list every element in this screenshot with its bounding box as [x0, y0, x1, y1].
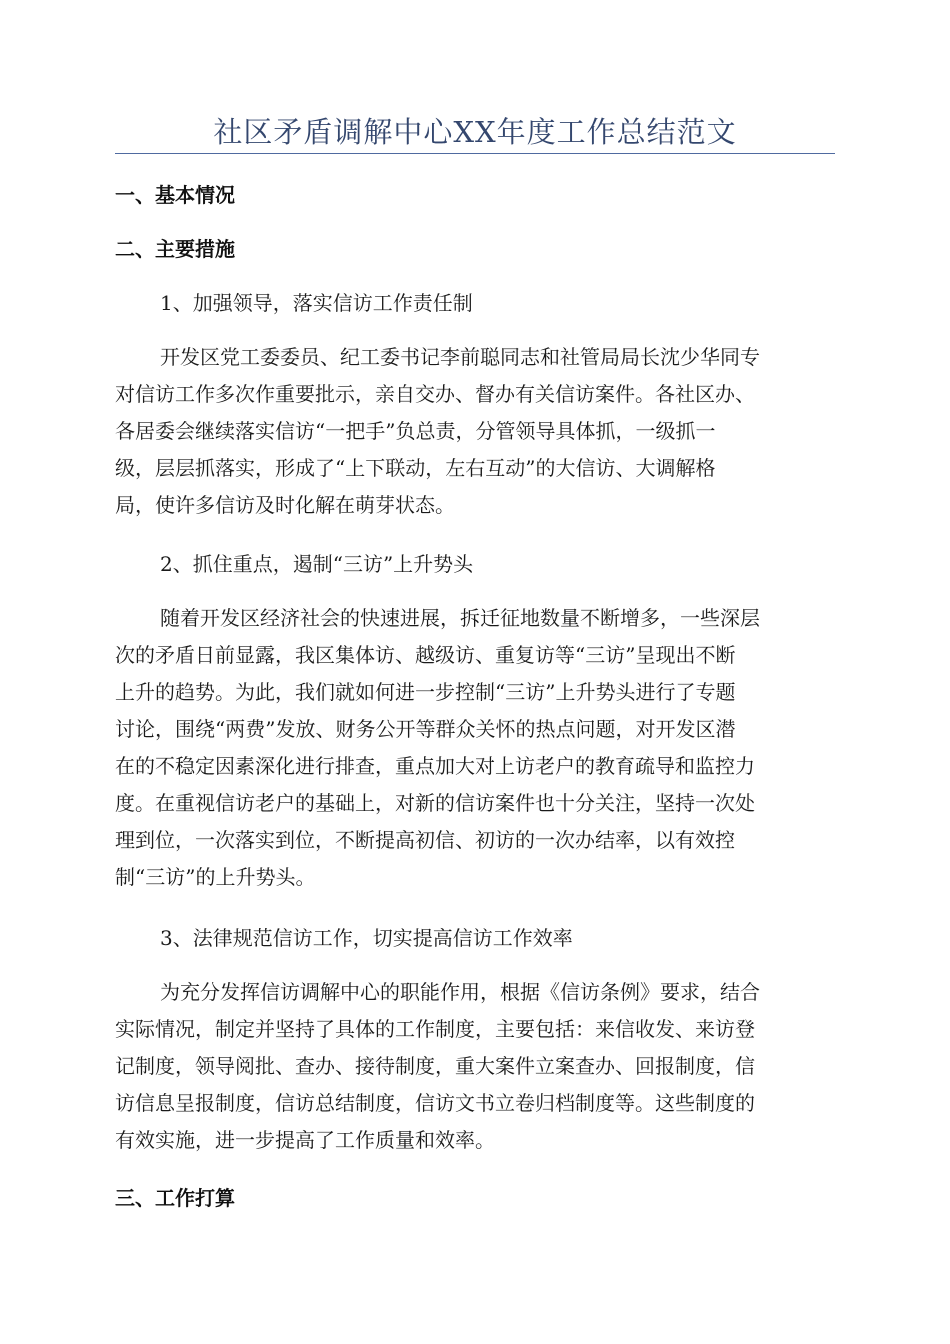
para1-line: 级，层层抓落实，形成了“上下联动，左右互动”的大信访、大调解格: [115, 456, 716, 480]
subheading-3: 3、法律规范信访工作，切实提高信访工作效率: [160, 926, 573, 950]
subheading-2: 2、抓住重点，遏制“三访”上升势头: [160, 552, 474, 576]
para3-line: 访信息呈报制度，信访总结制度，信访文书立卷归档制度等。这些制度的: [115, 1091, 755, 1115]
para3-line: 为充分发挥信访调解中心的职能作用，根据《信访条例》要求，结合: [160, 980, 760, 1004]
para2-line: 上升的趋势。为此，我们就如何进一步控制“三访”上升势头进行了专题: [115, 680, 736, 704]
para2-line: 度。在重视信访老户的基础上，对新的信访案件也十分关注，坚持一次处: [115, 791, 755, 815]
section-heading-plans: 三、工作打算: [115, 1186, 235, 1210]
para2-line: 制“三访”的上升势头。: [115, 865, 316, 889]
para2-line: 在的不稳定因素深化进行排查，重点加大对上访老户的教育疏导和监控力: [115, 754, 755, 778]
subheading-1: 1、加强领导，落实信访工作责任制: [160, 291, 473, 315]
document-title: 社区矛盾调解中心XX年度工作总结范文: [213, 115, 737, 149]
para1-line: 各居委会继续落实信访“一把手”负总责，分管领导具体抓，一级抓一: [115, 419, 716, 443]
section-heading-basic: 一、基本情况: [115, 183, 235, 207]
para2-line: 随着开发区经济社会的快速进展，拆迁征地数量不断增多，一些深层: [160, 606, 760, 630]
para1-line: 局，使许多信访及时化解在萌芽状态。: [115, 493, 455, 517]
para2-line: 讨论，围绕“两费”发放、财务公开等群众关怀的热点问题，对开发区潜: [115, 717, 736, 741]
para1-line: 对信访工作多次作重要批示，亲自交办、督办有关信访案件。各社区办、: [115, 382, 755, 406]
para2-line: 理到位，一次落实到位，不断提高初信、初访的一次办结率，以有效控: [115, 828, 735, 852]
section-heading-measures: 二、主要措施: [115, 237, 235, 261]
para3-line: 有效实施，进一步提高了工作质量和效率。: [115, 1128, 495, 1152]
para3-line: 记制度，领导阅批、查办、接待制度，重大案件立案查办、回报制度，信: [115, 1054, 755, 1078]
title-underline: [115, 153, 835, 154]
para2-line: 次的矛盾日前显露，我区集体访、越级访、重复访等“三访”呈现出不断: [115, 643, 736, 667]
para1-line: 开发区党工委委员、纪工委书记李前聪同志和社管局局长沈少华同专: [160, 345, 760, 369]
para3-line: 实际情况，制定并坚持了具体的工作制度，主要包括：来信收发、来访登: [115, 1017, 755, 1041]
